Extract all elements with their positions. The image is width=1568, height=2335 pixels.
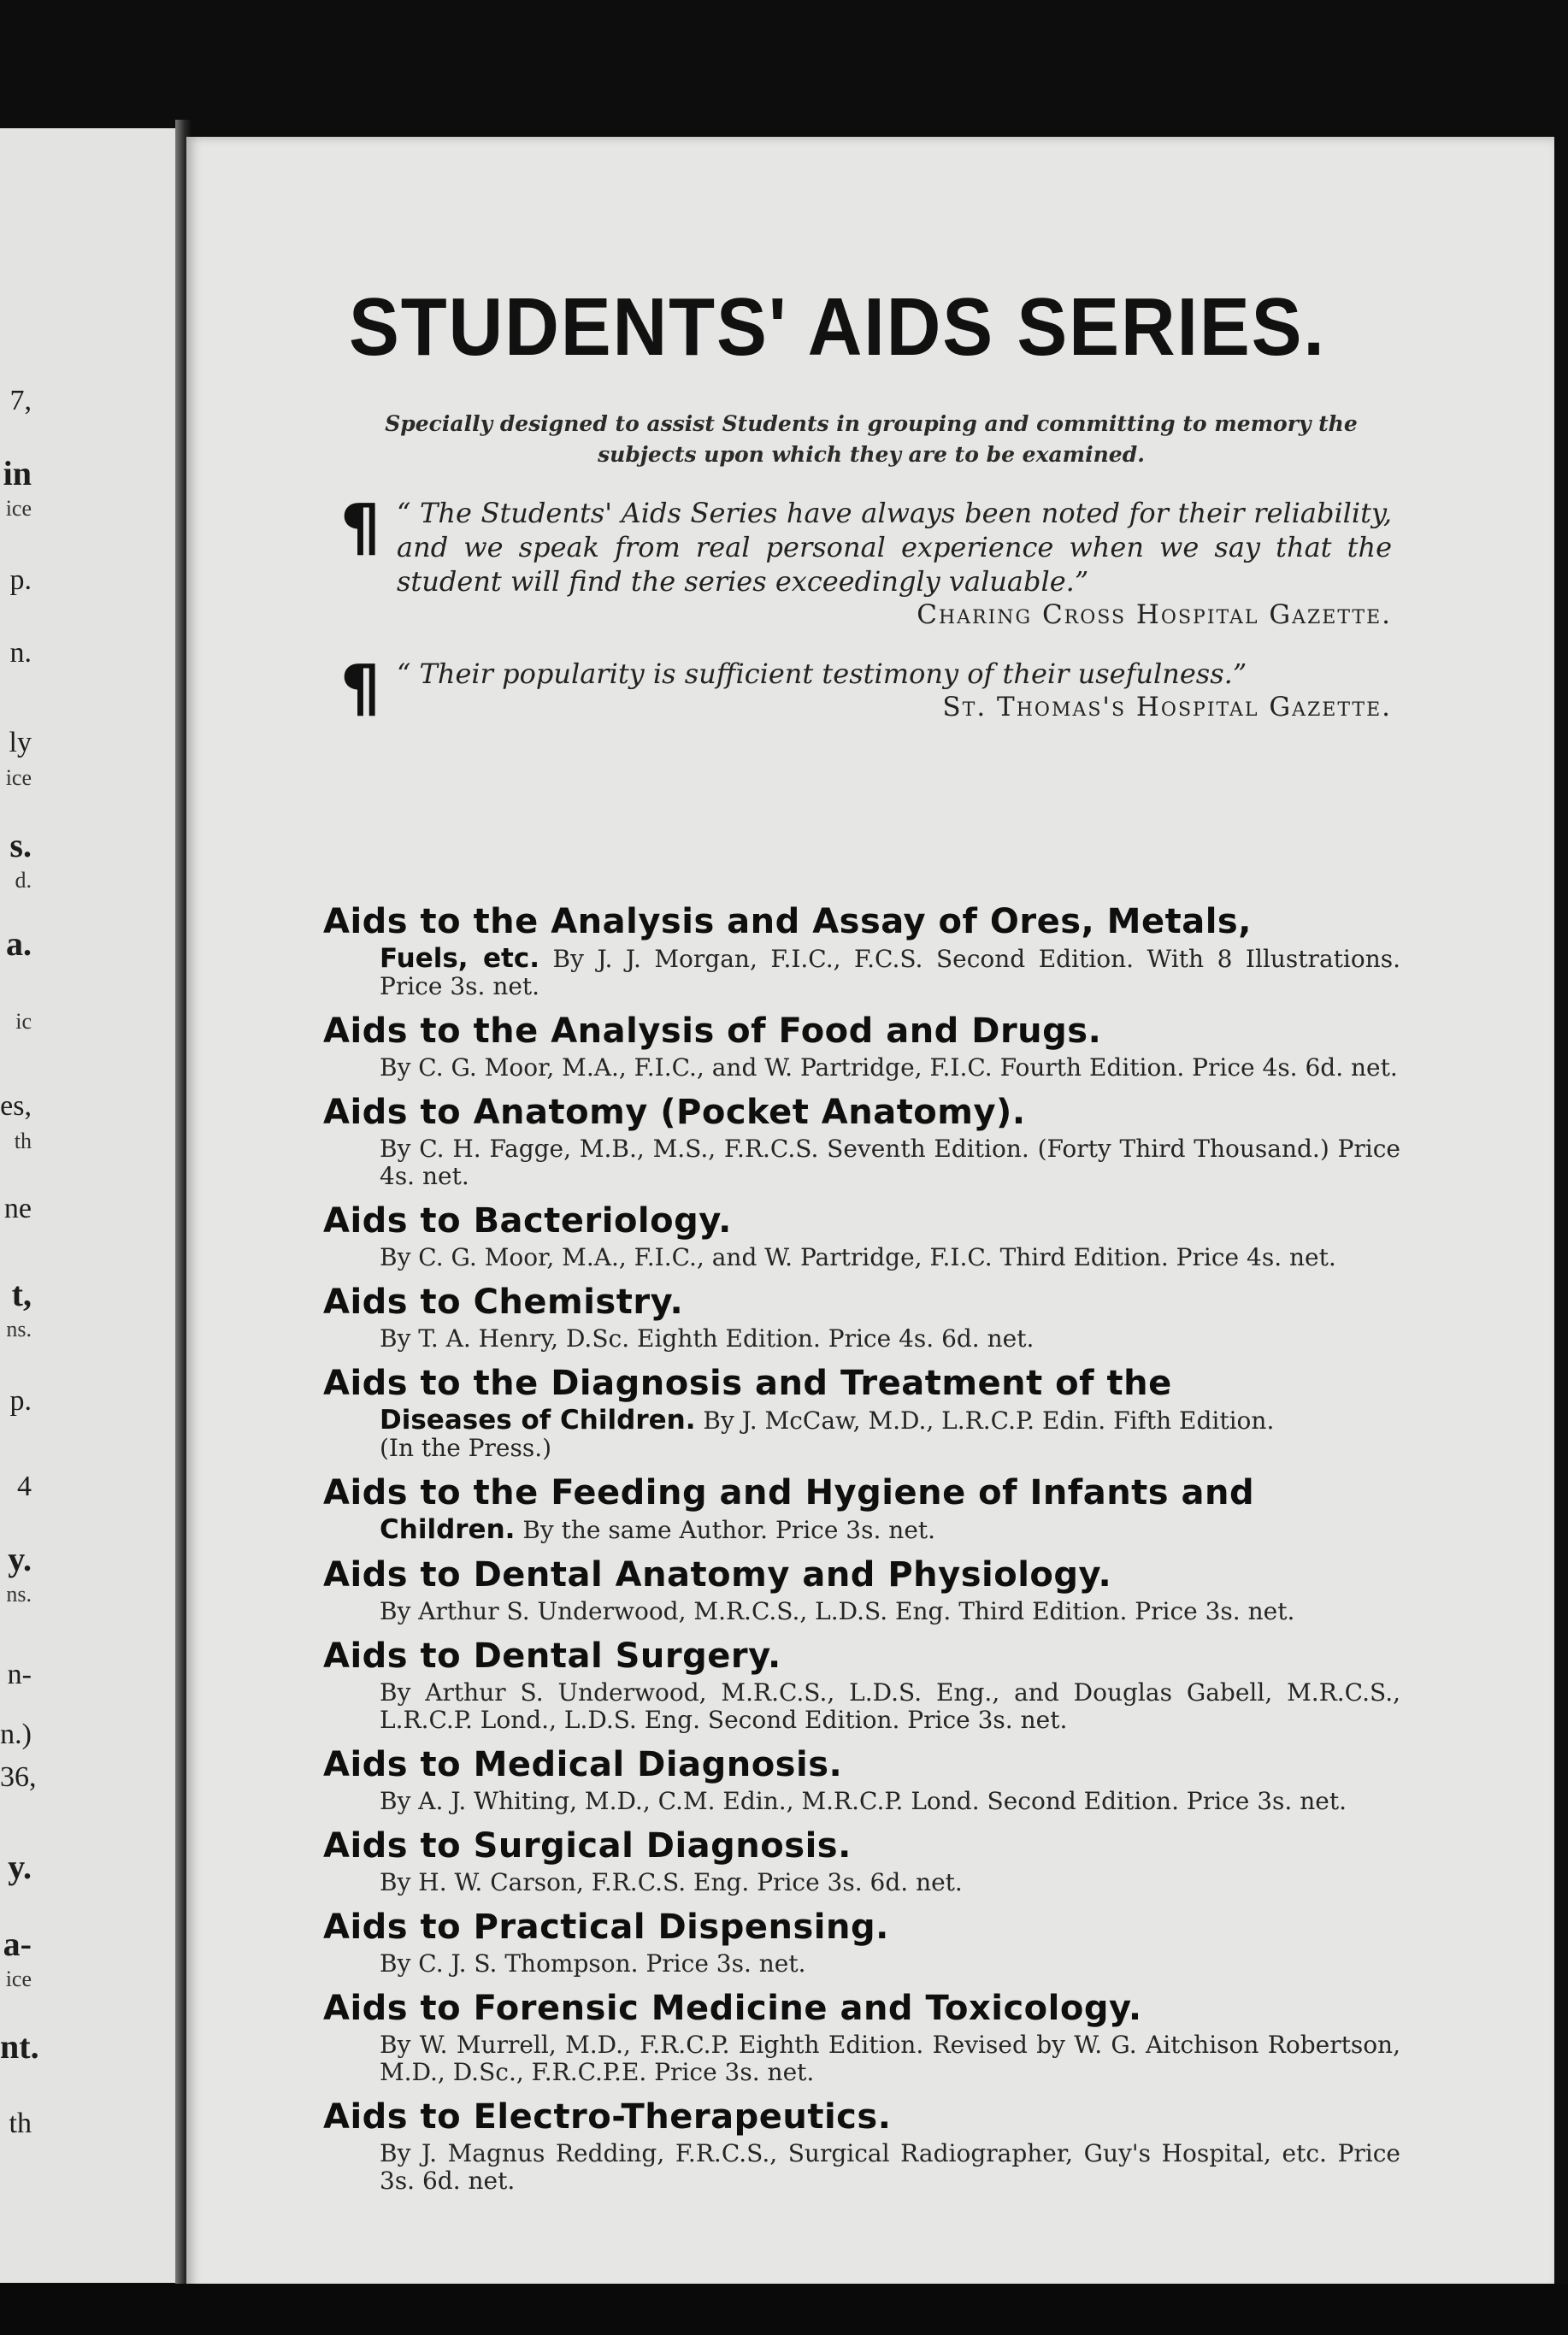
fragment-text: t, xyxy=(11,1275,32,1313)
pilcrow-icon: ¶ xyxy=(340,491,381,564)
book-entry xyxy=(323,1989,1400,2086)
advertisement-page xyxy=(186,137,1554,2291)
book-details: By T. A. Henry, D.Sc. Eighth Edition. Price 4s. 6d. net. xyxy=(380,1324,1035,1353)
fragment-text: ns. xyxy=(6,1582,32,1607)
book-title: Aids to the Feeding and Hygiene of Infants and xyxy=(323,1473,1255,1512)
fragment-text: ne xyxy=(3,1193,32,1224)
fragment-text: nt. xyxy=(0,2027,39,2066)
fragment-text: 4 xyxy=(17,1471,32,1502)
quote-text: “ The Students' Aids Series have always been noted for their reliability, and we speak from real personal experience when we say that the student will find the series exceedingly valuable.” xyxy=(397,497,1392,598)
quote-source: St. Thomas's Hospital Gazette. xyxy=(942,692,1392,722)
fragment-text: n.) xyxy=(0,1719,32,1750)
fragment-text: d. xyxy=(15,868,32,893)
book-entry xyxy=(323,1093,1400,1190)
fragment-text: ns. xyxy=(6,1317,32,1341)
book-title: Aids to Dental Surgery. xyxy=(323,1636,781,1676)
book-entry xyxy=(323,1364,1400,1462)
fragment-text: th xyxy=(9,2108,32,2139)
fragment-text: a- xyxy=(3,1925,32,1963)
fragment-text: n. xyxy=(9,637,32,669)
book-entry xyxy=(323,902,1400,1000)
book-details: By W. Murrell, M.D., F.R.C.P. Eighth Edition. Revised by W. G. Aitchison Robertson, M.D., D.Sc., F.R.C.P.E. Price 3s. net. xyxy=(380,2031,1400,2086)
book-title: Aids to Forensic Medicine and Toxicology. xyxy=(323,1989,1142,2028)
book-details: By A. J. Whiting, M.D., C.M. Edin., M.R.C.P. Lond. Second Edition. Price 3s. net. xyxy=(380,1787,1347,1815)
book-title: Aids to Practical Dispensing. xyxy=(323,1908,889,1947)
fragment-text: y. xyxy=(8,1848,32,1886)
book-details: By Arthur S. Underwood, M.R.C.S., L.D.S. Eng., and Douglas Gabell, M.R.C.S., L.R.C.P. Lond., L.D.S. Eng. Second Edition. Price 3s. net. xyxy=(380,1678,1400,1734)
book-entry xyxy=(323,1473,1400,1544)
scan-border xyxy=(0,2284,1568,2335)
book-entry xyxy=(323,2097,1400,2195)
fragment-text: s. xyxy=(9,826,32,864)
fragment-text: 7, xyxy=(9,385,32,416)
fragment-text: 36, xyxy=(0,1761,37,1793)
book-entry xyxy=(323,1636,1400,1734)
book-entry xyxy=(323,1555,1400,1625)
fragment-text: y. xyxy=(8,1540,32,1578)
book-title: Aids to Surgical Diagnosis. xyxy=(323,1826,852,1866)
book-entry xyxy=(323,1011,1400,1082)
fragment-text: ly xyxy=(9,727,32,758)
fragment-text: th xyxy=(14,1129,32,1153)
book-title: Aids to the Analysis and Assay of Ores, Metals, xyxy=(323,902,1252,941)
book-note: (In the Press.) xyxy=(380,1434,552,1462)
page-subtitle: Specially designed to assist Students in grouping and committing to memory the subjects upon which they are to be examined. xyxy=(385,411,1358,467)
book-title: Aids to Chemistry. xyxy=(323,1282,684,1322)
book-title: Aids to Dental Anatomy and Physiology. xyxy=(323,1555,1112,1595)
testimonial-quote xyxy=(340,491,1392,631)
fragment-text: es, xyxy=(0,1090,32,1122)
book-details: By J. J. Morgan, F.I.C., F.C.S. Second Edition. With 8 Illustrations. Price 3s. net. xyxy=(380,945,1401,1000)
fragment-text: ice xyxy=(5,1966,32,1991)
quote-source: Charing Cross Hospital Gazette. xyxy=(917,599,1392,630)
facing-page-fragment xyxy=(0,128,184,2283)
book-title-continued: Children. xyxy=(380,1514,516,1545)
fragment-text: in xyxy=(3,454,32,492)
pilcrow-icon: ¶ xyxy=(340,652,381,725)
book-entry xyxy=(323,1908,1400,1978)
fragment-text: a. xyxy=(6,924,32,963)
fragment-text: p. xyxy=(9,564,32,596)
fragment-text: ic xyxy=(15,1009,32,1034)
book-entry xyxy=(323,1745,1400,1815)
book-title-continued: Fuels, etc. xyxy=(380,943,539,974)
fragment-text: ice xyxy=(5,765,32,790)
book-list xyxy=(323,902,1400,2206)
book-details: By J. Magnus Redding, F.R.C.S., Surgical Radiographer, Guy's Hospital, etc. Price 3s. 6d. net. xyxy=(380,2139,1400,2195)
fragment-text: ice xyxy=(5,496,32,521)
book-details: By C. H. Fagge, M.B., M.S., F.R.C.S. Seventh Edition. (Forty Third Thousand.) Price 4s. net. xyxy=(380,1135,1400,1190)
book-details: By Arthur S. Underwood, M.R.C.S., L.D.S. Eng. Third Edition. Price 3s. net. xyxy=(380,1597,1295,1625)
fragment-text: p. xyxy=(9,1385,32,1417)
book-entry xyxy=(323,1201,1400,1271)
page-title: STUDENTS' AIDS SERIES. xyxy=(349,281,1326,373)
book-title: Aids to the Analysis of Food and Drugs. xyxy=(323,1011,1102,1051)
book-title: Aids to Anatomy (Pocket Anatomy). xyxy=(323,1093,1026,1132)
book-details: By C. J. S. Thompson. Price 3s. net. xyxy=(380,1949,806,1978)
book-details: By C. G. Moor, M.A., F.I.C., and W. Partridge, F.I.C. Third Edition. Price 4s. net. xyxy=(380,1243,1336,1271)
book-details: By the same Author. Price 3s. net. xyxy=(522,1516,936,1544)
book-title: Aids to the Diagnosis and Treatment of the xyxy=(323,1364,1172,1403)
book-title: Aids to Electro-Therapeutics. xyxy=(323,2097,892,2137)
book-entry xyxy=(323,1826,1400,1896)
book-details: By C. G. Moor, M.A., F.I.C., and W. Partridge, F.I.C. Fourth Edition. Price 4s. 6d. net. xyxy=(380,1053,1398,1082)
fragment-text: n- xyxy=(7,1659,32,1690)
book-details: By H. W. Carson, F.R.C.S. Eng. Price 3s. 6d. net. xyxy=(380,1868,963,1896)
book-title: Aids to Bacteriology. xyxy=(323,1201,732,1241)
book-details: By J. McCaw, M.D., L.R.C.P. Edin. Fifth Edition. xyxy=(703,1406,1275,1435)
quote-text: “ Their popularity is sufficient testimony of their usefulness.” xyxy=(397,657,1247,690)
testimonial-quote xyxy=(340,652,1392,725)
book-title-continued: Diseases of Children. xyxy=(380,1405,696,1436)
book-title: Aids to Medical Diagnosis. xyxy=(323,1745,843,1784)
book-entry xyxy=(323,1282,1400,1353)
